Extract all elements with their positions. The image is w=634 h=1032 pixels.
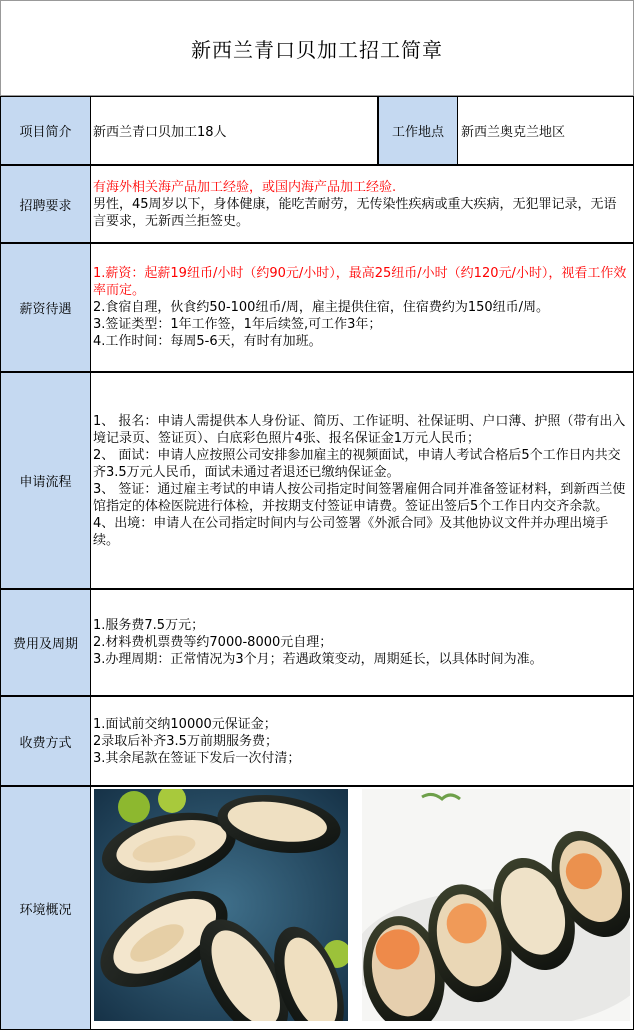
label-salary: 薪资待遇 (0, 243, 91, 372)
label-payment: 收费方式 (0, 696, 91, 786)
row-payment (0, 696, 634, 786)
mussel-photo-left (94, 789, 348, 1021)
process-step-1: 1、 报名：申请人需提供本人身份证、简历、工作证明、社保证明、户口薄、护照（带有出入境记录页、签证页）、白底彩色照片4张、报名保证金1万元人民币； (93, 413, 626, 446)
payment-line-3: 3.其余尾款在签证下发后一次付清； (93, 750, 301, 766)
label-fees: 费用及周期 (0, 589, 91, 696)
requirements-red-line: 有海外相关海产品加工经验，或国内海产品加工经验. (93, 180, 397, 195)
label-location: 工作地点 (378, 96, 458, 165)
salary-line-4: 4.工作时间：每周5-6天，有时有加班。 (93, 334, 322, 349)
salary-line-1: 1.薪资：起薪19纽币/小时（约90元/小时），最高25纽币/小时（约120元/小时），视看工作效率而定。 (93, 266, 627, 298)
label-requirements: 招聘要求 (0, 165, 91, 243)
row-environment (0, 786, 634, 1030)
fees-line-1: 1.服务费7.5万元； (93, 618, 205, 633)
title-box (0, 0, 634, 96)
row-requirements (0, 165, 634, 243)
salary-line-3: 3.签证类型：1年工作签，1年后续签,可工作3年； (93, 317, 382, 332)
salary-line-2: 2.食宿自理，伙食约50-100纽币/周，雇主提供住宿，住宿费约为150纽币/周。 (93, 300, 550, 315)
process-content (90, 372, 634, 589)
mussel-photo-right (362, 789, 630, 1021)
fees-content (90, 589, 634, 696)
fees-line-2: 2.材料费机票费等约7000-8000元自理； (93, 635, 333, 650)
label-project: 项目简介 (0, 96, 91, 165)
label-process: 申请流程 (0, 372, 91, 589)
page-title: 新西兰青口贝加工招工简章 (191, 37, 443, 62)
process-step-2: 2、 面试：申请人应按照公司安排参加雇主的视频面试，申请人考试合格后5个工作日内共交齐3.5万元人民币，面试未通过者退还已缴纳保证金。 (93, 447, 621, 480)
requirements-text: 男性，45周岁以下，身体健康，能吃苦耐劳，无传染性疾病或重大疾病，无犯罪记录，无语言要求，无新西兰拒签史。 (93, 197, 617, 229)
payment-line-1: 1.面试前交纳10000元保证金； (93, 716, 277, 732)
process-step-3: 3、 签证：通过雇主考试的申请人按公司指定时间签署雇佣合同并准备签证材料，到新西兰使馆指定的体检医院进行体检，并按期支付签证申请费。签证出签后5个工作日内交齐余款。 (93, 481, 626, 514)
row-fees (0, 589, 634, 696)
row-salary (0, 243, 634, 372)
location-value: 新西兰奥克兰地区 (458, 96, 634, 165)
row-project (0, 96, 634, 165)
fees-line-3: 3.办理周期：正常情况为3个月；若遇政策变动，周期延长，以具体时间为准。 (93, 652, 543, 667)
process-step-4: 4、出境：申请人在公司指定时间内与公司签署《外派合同》及其他协议文件并办理出境手续。 (93, 515, 609, 548)
row-process (0, 372, 634, 589)
payment-content (90, 696, 634, 786)
environment-content (90, 786, 634, 1030)
label-environment: 环境概况 (0, 786, 91, 1030)
requirements-content (90, 165, 634, 243)
project-value: 新西兰青口贝加工18人 (90, 96, 378, 165)
salary-content (90, 243, 634, 372)
payment-line-2: 2录取后补齐3.5万前期服务费； (93, 733, 278, 749)
